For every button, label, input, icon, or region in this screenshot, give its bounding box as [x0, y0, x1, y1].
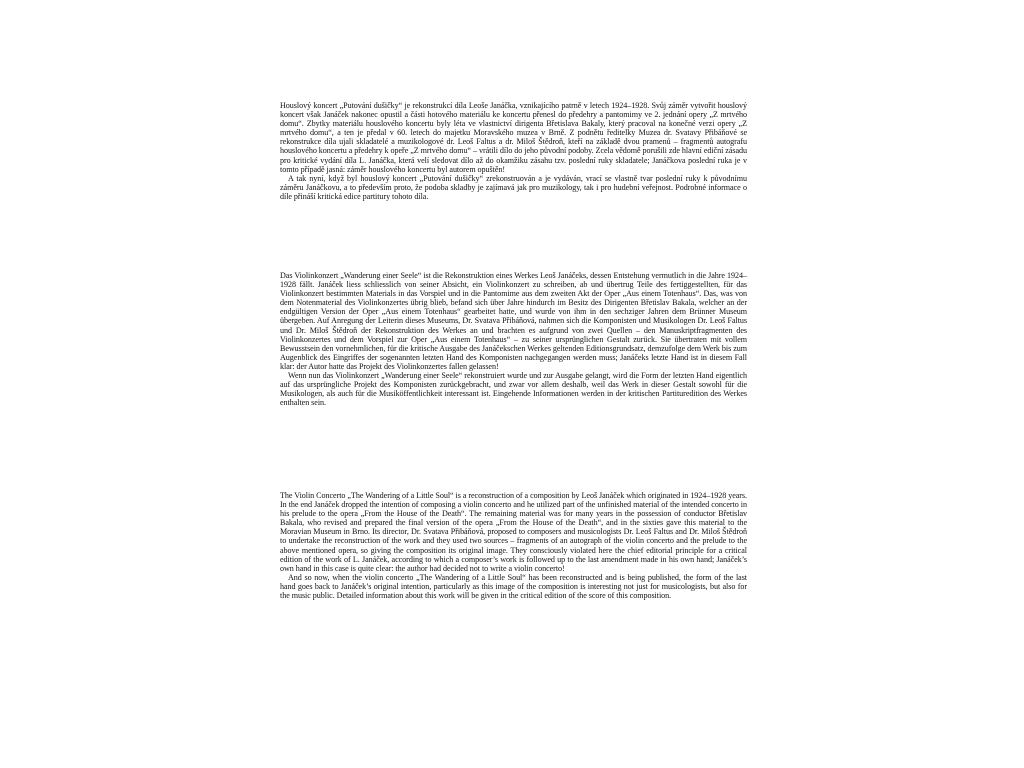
german-paragraph-1: Das Violinkonzert „Wanderung einer Seele“ ist die Rekonstruktion eines Werkes Leoš Janáčeks, dessen Entstehung vermutlich in die Jahre 1924–1928 fällt. Janáček liess schliesslich von seiner Absicht, ein Violinkonzert zu schreiben, ab und übertrug Teile des fertiggestellten, für das Violinkonzert bestimmten Materials in das Vorspiel und in die Pantomime aus dem zweiten Akt der Oper „Aus einem Totenhaus“. Das, was von dem Notenmaterial des Violinkonzertes übrig blieb, befand sich über Jahre hindurch im Besitz des Dirigenten Břetislav Bakala, welcher an der endgültigen Version der Oper „Aus einem Totenhaus“ gearbeitet hatte, und wurde von ihm in den sechziger Jahren dem Brünner Museum übergeben. Auf Anregung der Leiterin dieses Museums, Dr. Svatava Přibáňová, nahmen sich die Komponisten und Musikologen Dr. Leoš Faltus und Dr. Miloš Štědroň der Rekonstruktion des Werkes an und brachten es aufgrund von zwei Quellen – den Manuskriptfragmenten des Violinkonzertes und dem Vorspiel zur Oper „Aus einem Totenhaus“ – zu seiner ursprünglichen Gestalt zurück. Sie übertraten mit vollem Bewusstsein den vornehmlichen, für die kritische Ausgabe des Janáčekschen Werkes geltenden Editionsgrundsatz, demzufolge dem Werk bis zum Augenblick des Eingriffes der sogenannten letzten Hand des Komponisten nachgegangen werden muss; Janáčeks letzte Hand ist in diesem Fall klar: der Autor hatte das Projekt des Violinkonzertes fallen gelassen!	[280, 271, 747, 371]
english-paragraph-2: And so now, when the violin concerto „The Wandering of a Little Soul“ has been reconstructed and is being published, the form of the last hand goes back to Janáček’s original intention, particularly as this image of the composition is interesting not just for musicologists, but also for the music public. Detailed information about this work will be given in the critical edition of the score of this composition.	[280, 572, 747, 601]
german-paragraph-2: Wenn nun das Violinkonzert „Wanderung einer Seele“ rekonstruiert wurde und zur Ausgabe gelangt, wird die Form der letzten Hand eigentlich auf das ursprüngliche Projekt des Komponisten zurückgebracht, und zwar vor allem deshalb, weil das Werk in dieser Gestalt sowohl für die Musikologen, als auch für die Musiköffentlichkeit interessant ist. Eingehende Informationen werden in der kritischen Partituredition des Werkes enthalten sein.	[280, 371, 747, 408]
czech-paragraph-1: Houslový koncert „Putování dušičky“ je rekonstrukcí díla Leoše Janáčka, vznikajícího patrně v letech 1924–1928. Svůj záměr vytvořit houslový koncert však Janáček nakonec opustil a části hotového materiálu ke koncertu přenesl do předehry a pantomimy ve 2. jednání opery „Z mrtvého domu“. Zbytky materiálu houslového koncertu byly léta ve vlastnictví dirigenta Břetislava Bakaly, který pracoval na konečné verzi opery „Z mrtvého domu“, a ten je předal v 60. letech do majetku Moravského muzea v Brně. Z podnětu ředitelky Muzea dr. Svatavy Přibáňové se rekonstrukce díla ujali skladatelé a muzikologové dr. Leoš Faltus a dr. Miloš Štědroň, kteří na základě dvou pramenů – fragmentů autografu houslového koncertu a předehry k opeře „Z mrtvého domu“ – vrátili dílo do jeho původní podoby. Zcela vědomě porušili zde hlavní ediční zásadu pro kritické vydání díla L. Janáčka, která velí sledovat dílo až do okamžiku zásahu tzv. poslední ruky skladatele; Janáčkova poslední ruka je v tomto případě jasná: záměr houslového koncertu byl autorem opuštěn!	[280, 101, 747, 174]
english-text-block	[280, 491, 747, 600]
english-paragraph-1: The Violin Concerto „The Wandering of a Little Soul“ is a reconstruction of a composition by Leoš Janáček which originated in 1924–1928 years. In the end Janáček dropped the intention of composing a violin concerto and he utilized part of the unfinished material of the intended concerto in his prelude to the opera „From the House of the Death“. The remaining material was for many years in the possession of conductor Břetislav Bakala, who revised and prepared the final version of the opera „From the House of the Death“, and in the sixties gave this material to the Moravian Museum in Brno. Its director, Dr. Svatava Přibáňová, proposed to composers and musicologists Dr. Leoš Faltus and Dr. Miloš Štědroň to undertake the reconstruction of the work and they used two sources – fragments of an autograph of the violin concerto and the prelude to the above mentioned opera, so giving the composition its original image. They consciously violated here the chief editorial principle for a critical edition of the work of L. Janáček, according to which a composer’s work is followed up to the last amendment made in his own hand; Janáček’s own hand in this case is quite clear: the author had decided not to write a violin concerto!	[280, 491, 747, 573]
czech-paragraph-2: A tak nyní, když byl houslový koncert „Putování dušičky“ zrekonstruován a je vydáván, vrací se vlastně tvar poslední ruky k původnímu záměru Janáčkovu, a to především proto, že podoba skladby je zajímavá jak pro muzikology, tak i pro hudební veřejnost. Podrobné informace o díle přináší kritická edice partitury tohoto díla.	[280, 173, 747, 201]
german-text-block	[280, 271, 747, 407]
czech-text-block	[280, 101, 747, 201]
